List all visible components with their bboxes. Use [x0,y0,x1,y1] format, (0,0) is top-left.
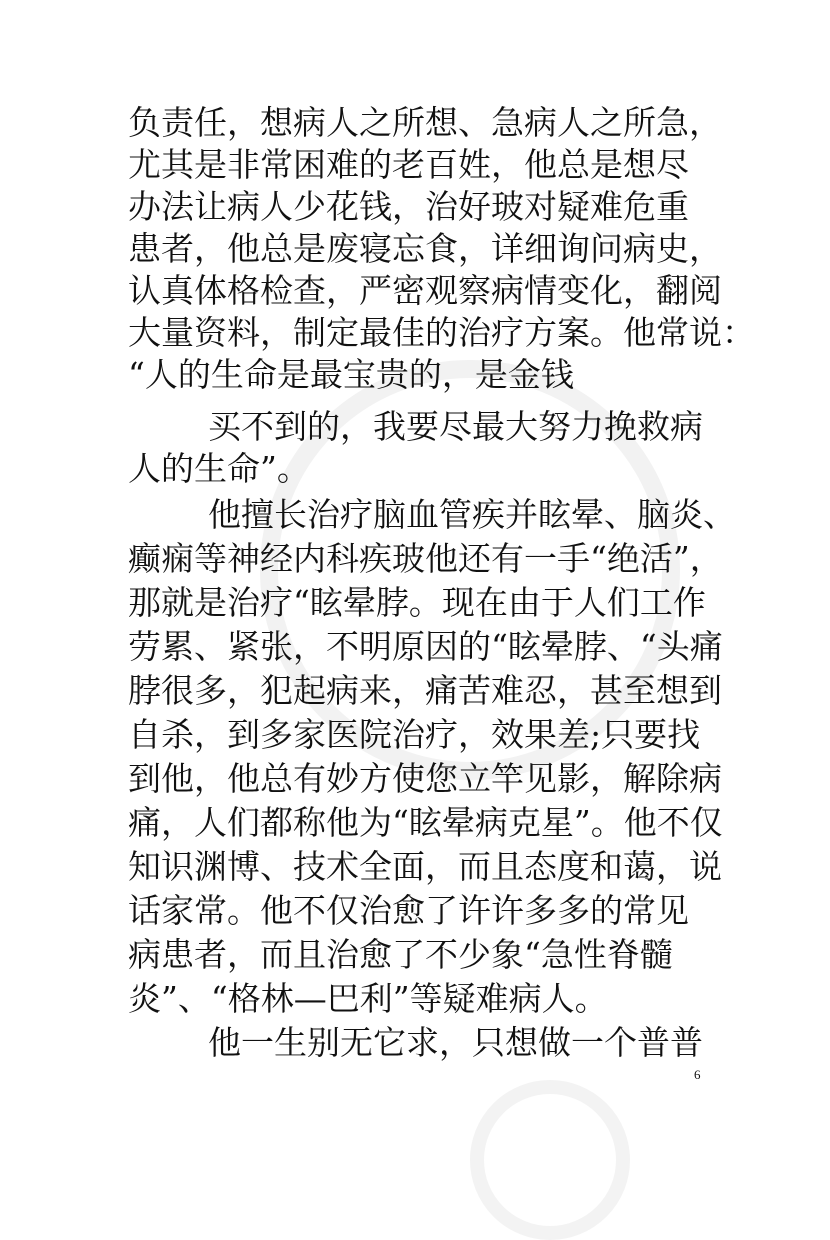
text-line: 知识渊博、技术全面，而且态度和蔼，说 [128,847,722,886]
text-line: 他擅长治疗脑血管疾并眩晕、脑炎、 [208,495,736,534]
text-line: 脖很多，犯起病来，痛苦难忍，甚至想到 [128,671,722,710]
text-line: 人的生命”。 [128,449,310,488]
text-line: 那就是治疗“眩晕脖。现在由于人们工作 [128,583,706,622]
text-line: “人的生命是最宝贵的，是金钱 [128,355,574,394]
text-line: 痛，人们都称他为“眩晕病克星”。他不仅 [128,803,723,842]
text-line: 办法让病人少花钱，治好玻对疑难危重 [128,187,689,226]
text-line: 尤其是非常困难的老百姓，他总是想尽 [128,145,689,184]
text-line: 到他，他总有妙方使您立竿见影，解除病 [128,759,722,798]
text-line: 话家常。他不仅治愈了许许多多的常见 [128,891,689,930]
text-line: 劳累、紧张，不明原因的“眩晕脖、“头痛 [128,627,723,666]
text-line: 癫痫等神经内科疾玻他还有一手“绝活”， [128,539,723,578]
text-line: 负责任，想病人之所想、急病人之所急， [128,103,722,142]
page-number: 6 [694,1067,701,1082]
text-line: 自杀，到多家医院治疗，效果差;只要找 [128,715,701,754]
text-line: 病患者，而且治愈了不少象“急性脊髓 [128,935,673,974]
text-line: 患者，他总是废寝忘食，详细询问病史， [128,229,722,268]
text-line: 买不到的，我要尽最大努力挽救病 [208,407,703,446]
text-line: 大量资料，制定最佳的治疗方案。他常说： [128,313,755,352]
text-line: 认真体格检查，严密观察病情变化，翻阅 [128,271,722,310]
text-line: 炎”、“格林—巴利”等疑难病人。 [128,979,608,1018]
text-line: 他一生别无它求，只想做一个普普 [208,1023,703,1062]
watermark-seal-small [470,1080,630,1240]
